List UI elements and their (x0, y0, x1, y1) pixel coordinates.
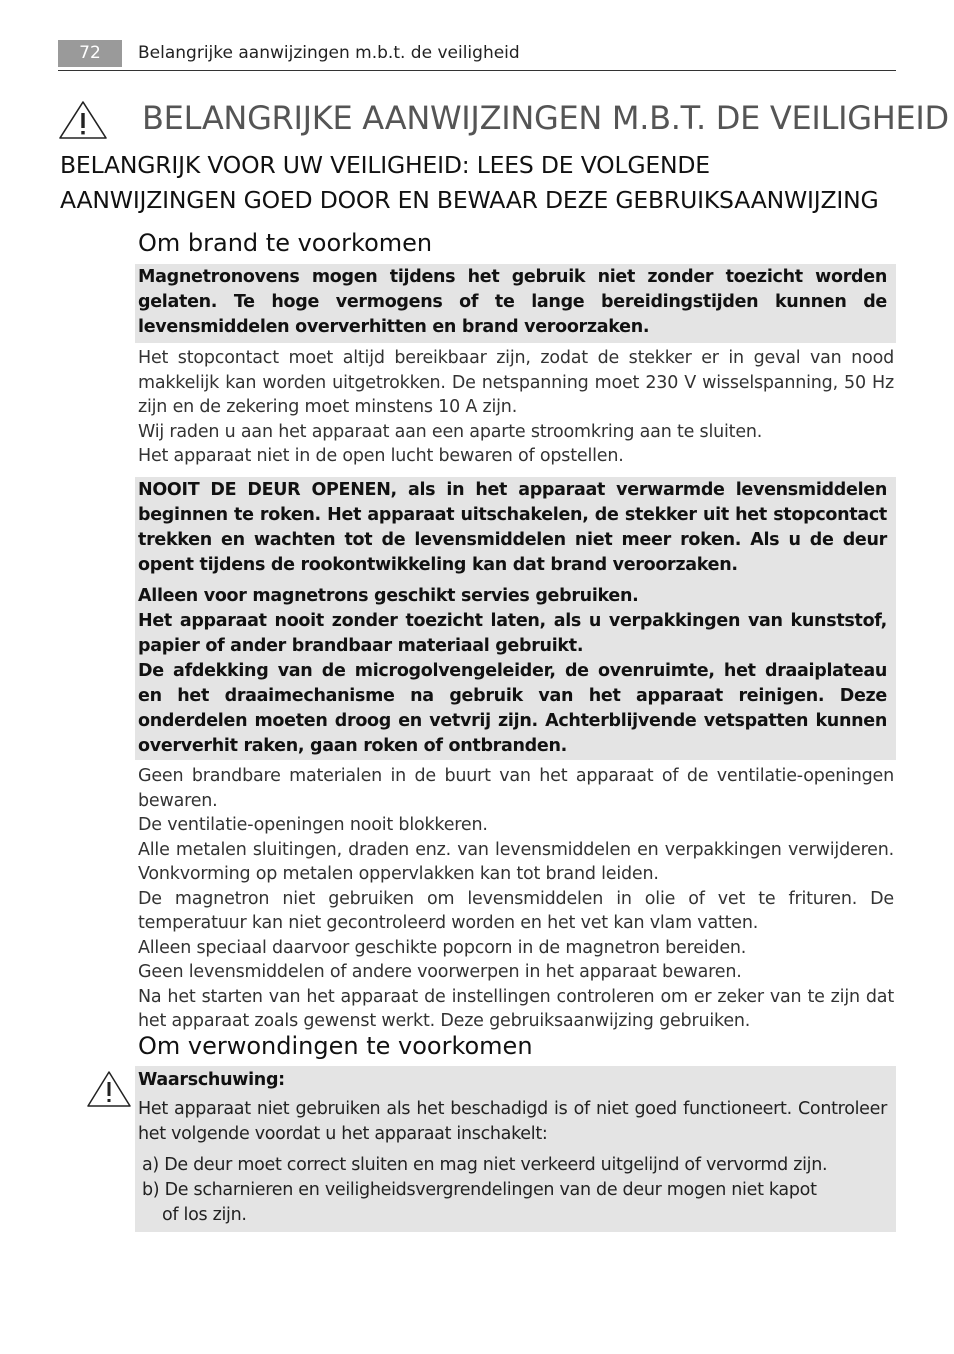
list-item: a) De deur moet correct sluiten en mag niet verkeerd uitgelijnd of vervormd zijn. (142, 1155, 828, 1175)
main-title (58, 96, 949, 140)
warning-intro: Het apparaat niet gebruiken als het beschadigd is of niet goed functioneert. Controleer het volgende voordat u het apparaat inschakelt: (138, 1099, 887, 1144)
info-paragraph: De ventilatie-openingen nooit blokkeren. (138, 815, 488, 835)
info-paragraph: De magnetron niet gebruiken om levensmiddelen in olie of vet te frituren. De temperatuur kan niet gecontroleerd worden en het vet kan vlam vatten. (138, 888, 894, 933)
notice-box-smoke (135, 477, 896, 760)
notice-text: Het apparaat nooit zonder toezicht laten, als u verpakkingen van kunststof, papier of ander brandbaar materiaal gebruikt. (138, 611, 887, 656)
subtitle (60, 148, 900, 218)
notice-text: Alleen voor magnetrons geschikt servies gebruiken. (138, 586, 639, 606)
main-title-text: BELANGRIJKE AANWIJZINGEN M.B.T. DE VEILIGHEID (142, 99, 949, 137)
info-paragraph: Na het starten van het apparaat de instellingen controleren om er zeker van te zijn dat het apparaat zoals gewenst werkt. Deze gebruiksaanwijzing gebruiken. (138, 986, 894, 1031)
page-number: 72 (58, 40, 122, 67)
info-paragraph: Geen levensmiddelen of andere voorwerpen in het apparaat bewaren. (138, 962, 742, 982)
notice-text: De afdekking van de microgolvengeleider, de ovenruimte, het draaiplateau en het draaimechanisme na gebruik van het apparaat reinigen. Deze onderdelen moeten droog en vetvrij zijn. Achterblijvende vetspatten kunnen oververhit raken, gaan roken of ontbranden. (138, 661, 887, 756)
warning-triangle-icon (58, 100, 108, 140)
info-block-fire-prevention (138, 764, 894, 1034)
info-paragraph: Het stopcontact moet altijd bereikbaar zijn, zodat de stekker er in geval van nood makkelijk kan worden uitgetrokken. De netspanning moet 230 V wisselspanning, 50 Hz zijn en de zekering moet minstens 10 A zijn. (138, 348, 894, 417)
info-paragraph: Alle metalen sluitingen, draden enz. van levensmiddelen en verpakkingen verwijderen. Vonkvorming op metalen oppervlakken kan tot brand leiden. (138, 839, 894, 884)
section-heading-fire: Om brand te voorkomen (138, 229, 433, 257)
info-paragraph: Het apparaat niet in de open lucht bewaren of opstellen. (138, 446, 624, 466)
info-paragraph: Geen brandbare materialen in de buurt van het apparaat of de ventilatie-openingen bewaren. (138, 766, 894, 811)
warning-triangle-icon (86, 1070, 132, 1108)
warning-box (135, 1066, 896, 1232)
notice-box-supervision (135, 264, 896, 343)
info-block-power (138, 346, 894, 469)
running-title: Belangrijke aanwijzingen m.b.t. de veiligheid (138, 43, 520, 63)
info-paragraph: Alleen speciaal daarvoor geschikte popcorn in de magnetron bereiden. (138, 937, 747, 958)
info-paragraph: Wij raden u aan het apparaat aan een aparte stroomkring aan te sluiten. (138, 421, 763, 442)
page-header (58, 40, 896, 71)
warning-label: Waarschuwing: (138, 1070, 285, 1090)
list-item: b) De scharnieren en veiligheidsvergrendelingen van de deur mogen niet kapot of los zijn. (142, 1180, 817, 1225)
section-heading-injury: Om verwondingen te voorkomen (138, 1032, 533, 1060)
notice-text: Magnetronovens mogen tijdens het gebruik niet zonder toezicht worden gelaten. Te hoge vermogens of te lange bereidingstijden kunnen de levensmiddelen oververhitten en brand veroorzaken. (138, 267, 887, 337)
subtitle-line-2: AANWIJZINGEN GOED DOOR EN BEWAAR DEZE GEBRUIKSAANWIJZING (60, 186, 879, 214)
notice-text: NOOIT DE DEUR OPENEN, als in het apparaat verwarmde levensmiddelen beginnen te roken. Het apparaat uitschakelen, de stekker uit het stopcontact trekken en wachten tot de levensmiddelen niet meer roken. Als u de deur opent tijdens de rookontwikkeling kan dat brand veroorzaken. (138, 480, 887, 575)
subtitle-line-1: BELANGRIJK VOOR UW VEILIGHEID: LEES DE VOLGENDE (60, 151, 710, 179)
